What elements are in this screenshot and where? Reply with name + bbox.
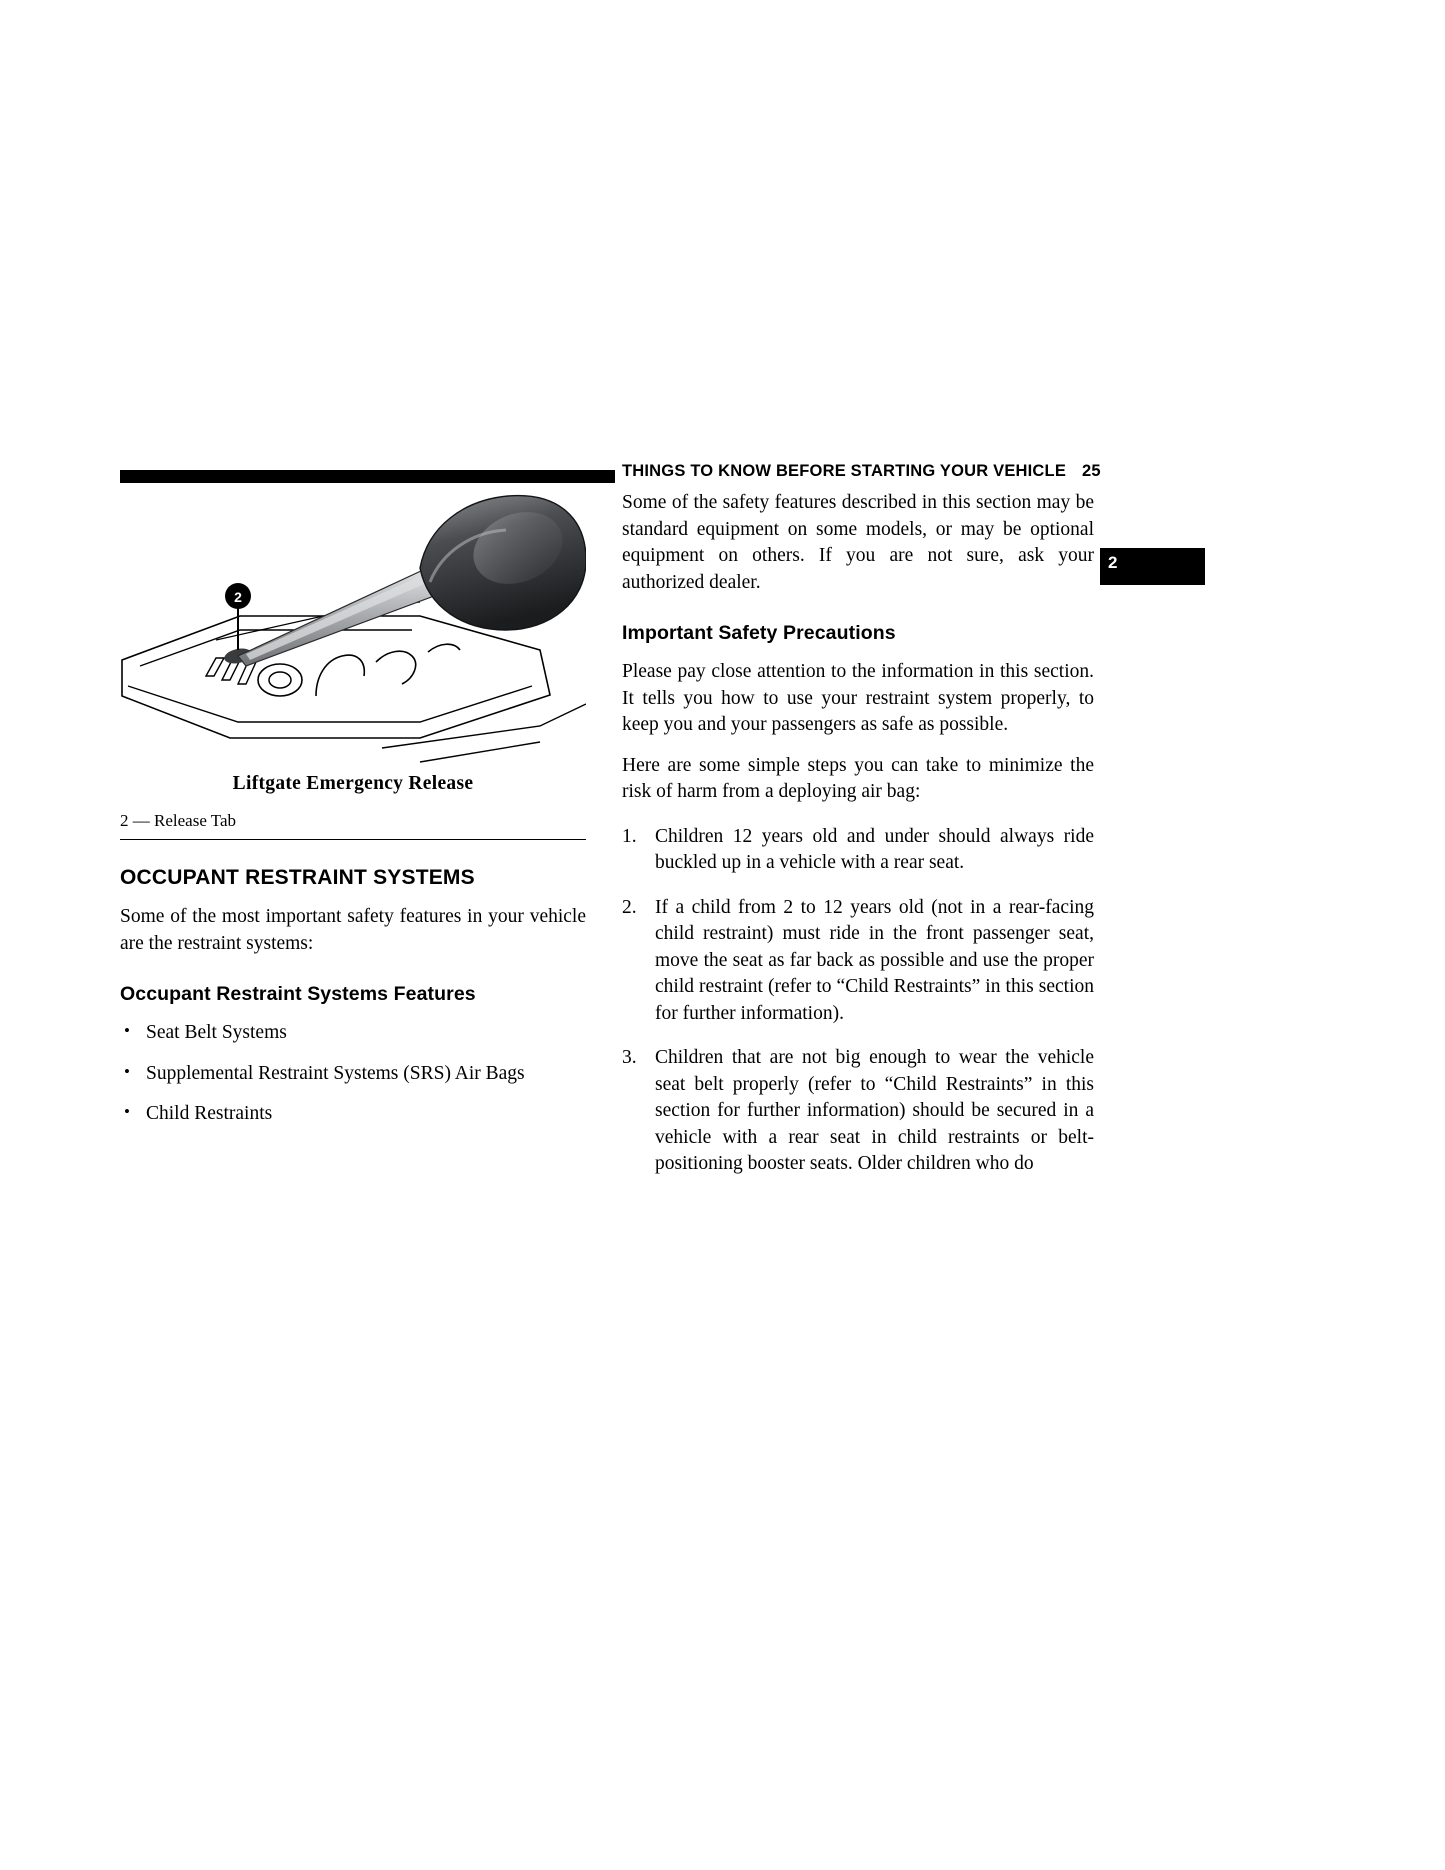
features-list <box>120 1020 586 1128</box>
list-item: • Seat Belt Systems <box>120 1020 586 1047</box>
precautions-subheading: Important Safety Precautions <box>622 622 896 645</box>
list-item-number: 1. <box>622 825 637 847</box>
list-item-number: 3. <box>622 1047 637 1069</box>
callout-number-text: 2 <box>234 589 242 605</box>
liftgate-emergency-release-figure <box>120 490 586 765</box>
figure-legend: 2 — Release Tab <box>120 811 237 830</box>
page-number: 25 <box>1082 462 1101 480</box>
list-item: • Child Restraints <box>120 1101 586 1128</box>
section-intro-paragraph: Some of the most important safety features in your vehicle are the restraint systems: <box>120 906 586 954</box>
header-title-text: THINGS TO KNOW BEFORE STARTING YOUR VEHICLE <box>622 462 1067 480</box>
list-item <box>622 824 1094 877</box>
precautions-paragraph: Please pay close attention to the information in this section. It tells you how to use your restraint system properly, to keep you and your passengers as safe as possible. <box>622 661 1094 736</box>
list-item: • Supplemental Restraint Systems (SRS) Air Bags <box>120 1061 586 1088</box>
page-header <box>622 462 1102 481</box>
left-column <box>120 490 586 1128</box>
section-tab-label: 2 <box>1108 553 1118 572</box>
list-item <box>622 895 1094 1028</box>
list-item-text: If a child from 2 to 12 years old (not in a rear-facing child restraint) must ride in the front passenger seat, move the seat as far back as possible and use the proper child restraint (refer to “Child Restraints” in this section for further information). <box>655 896 1094 1024</box>
list-item-number: 2. <box>622 896 637 918</box>
safety-steps-list <box>622 824 1094 1178</box>
safety-features-paragraph: Some of the safety features described in this section may be standard equipment on some models, or may be optional equipment on others. If you are not sure, ask your authorized dealer. <box>622 492 1094 593</box>
horizontal-divider <box>120 839 586 840</box>
header-rule-bar <box>120 470 615 483</box>
right-column <box>622 490 1094 1178</box>
list-item <box>622 1045 1094 1178</box>
figure-caption: Liftgate Emergency Release <box>232 773 474 794</box>
list-item-text: Children 12 years old and under should always ride buckled up in a vehicle with a rear seat. <box>655 825 1094 874</box>
list-item-text: Children that are not big enough to wear the vehicle seat belt properly (refer to “Child Restraints” in this section for further information) should be secured in a vehicle with a rear seat in child restraints or belt-positioning booster seats. Older children who do <box>655 1047 1094 1175</box>
section-heading: OCCUPANT RESTRAINT SYSTEMS <box>120 866 475 889</box>
steps-intro-paragraph: Here are some simple steps you can take to minimize the risk of harm from a deploying air bag: <box>622 754 1094 803</box>
features-subheading: Occupant Restraint Systems Features <box>120 983 476 1006</box>
liftgate-illustration <box>120 490 586 765</box>
